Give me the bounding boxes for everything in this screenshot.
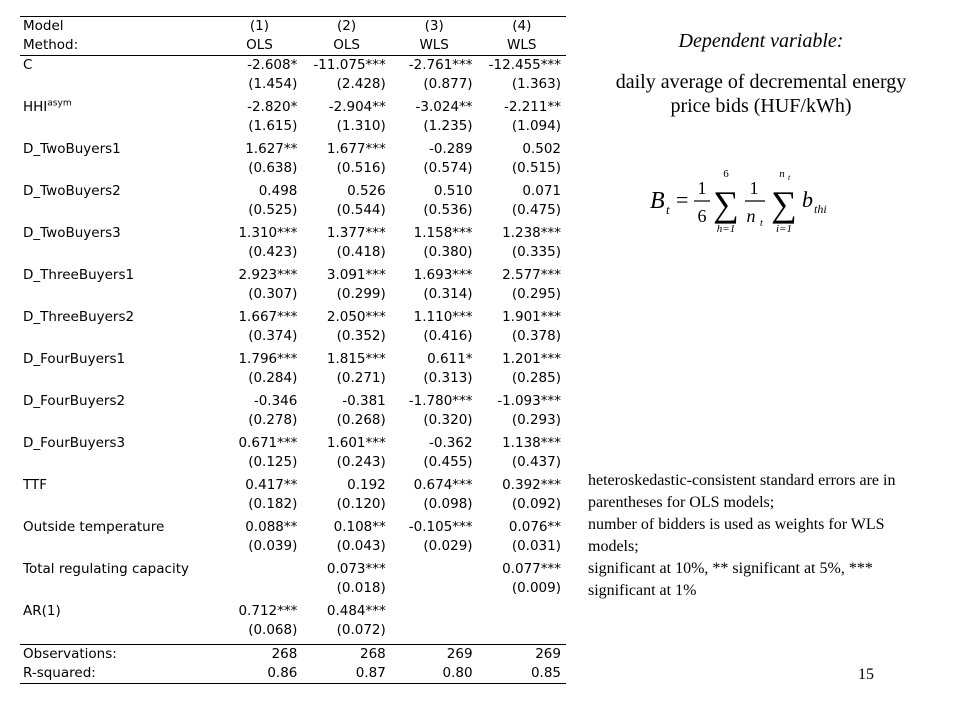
footer-value: 268 [302, 645, 390, 665]
footer-value: 0.87 [302, 664, 390, 684]
table-row-se [20, 75, 566, 94]
row-label-text: D_FourBuyers2 [23, 393, 126, 409]
se-cell [217, 579, 303, 598]
se-cell: (0.574) [423, 160, 473, 176]
formula-frac2-den-sub: t [760, 218, 763, 229]
coef-cell: -11.075*** [302, 56, 390, 76]
table-row-se [20, 285, 566, 304]
coef-cell: 0.502 [522, 141, 561, 157]
header-row-model [20, 17, 566, 37]
se-cell: (0.009) [511, 580, 561, 596]
coef-cell: 2.577*** [502, 267, 561, 283]
coef-cell: 1.238*** [502, 225, 561, 241]
se-cell: (0.278) [248, 412, 298, 428]
se-cell: (0.072) [336, 622, 386, 638]
table-row-se [20, 369, 566, 388]
row-label-text: Outside temperature [23, 519, 165, 535]
se-cell: (0.320) [423, 412, 473, 428]
row-label-text: D_TwoBuyers2 [23, 183, 121, 199]
row-label-blank [20, 579, 217, 598]
header-model-col: (4) [478, 17, 566, 37]
se-cell: (0.378) [511, 328, 561, 344]
se-cell: (0.416) [423, 328, 473, 344]
dependent-variable-description: daily average of decremental energy price bids (HUF/kWh) [615, 71, 907, 117]
formula-sum2-upper: n [779, 168, 785, 180]
table-row-se [20, 453, 566, 472]
coef-cell: -1.093*** [497, 393, 561, 409]
row-label-text: D_ThreeBuyers2 [23, 309, 135, 325]
coef-cell: -12.455*** [478, 56, 566, 76]
se-cell: (0.182) [248, 496, 298, 512]
footer-value: 269 [391, 645, 478, 665]
table-row [20, 140, 566, 159]
dependent-variable-label: Dependent variable: [678, 30, 844, 52]
se-cell: (0.525) [248, 202, 298, 218]
se-cell: (0.374) [248, 328, 298, 344]
row-label-text: AR(1) [23, 603, 61, 619]
coef-cell: 1.601*** [326, 435, 386, 451]
table-row [20, 350, 566, 369]
table-row-se [20, 201, 566, 220]
table-row-se [20, 495, 566, 514]
footer-value: 0.80 [391, 664, 478, 684]
row-label [20, 224, 217, 243]
table-row [20, 56, 566, 76]
formula-sum1-symbol: ∑ [713, 184, 739, 224]
row-label-blank [20, 495, 217, 514]
footer-row [20, 664, 566, 684]
row-label-text: Total regulating capacity [23, 561, 189, 577]
row-label-text: D_FourBuyers1 [23, 351, 126, 367]
coef-cell: 1.677*** [326, 141, 386, 157]
se-cell: (0.335) [511, 244, 561, 260]
coef-cell: 1.815*** [326, 351, 386, 367]
se-cell: (0.418) [336, 244, 386, 260]
se-cell: (0.877) [423, 76, 473, 92]
coef-cell: 1.693*** [413, 267, 473, 283]
table-row-se [20, 159, 566, 178]
header-method-col: WLS [419, 37, 449, 53]
se-cell: (0.515) [511, 160, 561, 176]
table-row-se [20, 117, 566, 136]
se-cell: (2.428) [336, 76, 386, 92]
page-number: 15 [858, 666, 874, 683]
footer-label: R-squared: [20, 664, 217, 684]
row-label [20, 560, 217, 579]
header-method-col: WLS [507, 37, 537, 53]
coef-cell: 0.417** [245, 477, 298, 493]
row-label-blank [20, 117, 217, 136]
se-cell: (0.475) [511, 202, 561, 218]
table-row [20, 602, 566, 621]
coef-cell: -1.780*** [408, 393, 473, 409]
row-label-text: TTF [23, 477, 48, 493]
row-label [20, 392, 217, 411]
se-cell: (0.039) [248, 538, 298, 554]
formula-equals: = [676, 187, 689, 212]
coef-cell: -0.105*** [408, 519, 473, 535]
table-row [20, 392, 566, 411]
coef-cell [391, 560, 478, 579]
formula-frac2-den: n [746, 206, 756, 226]
row-label-text: D_FourBuyers3 [23, 435, 126, 451]
coef-cell: 1.110*** [413, 309, 473, 325]
coef-cell: 1.901*** [502, 309, 561, 325]
se-cell: (0.544) [336, 202, 386, 218]
coef-cell: 1.667*** [238, 309, 298, 325]
se-cell: (0.098) [423, 496, 473, 512]
footer-row [20, 645, 566, 665]
note-3: significant at 10%, ** significant at 5%, *** significant at 1% [588, 560, 873, 599]
row-label-text: D_TwoBuyers3 [23, 225, 121, 241]
formula-sum1-lower: h=1 [716, 223, 736, 235]
coef-cell: 2.050*** [326, 309, 386, 325]
row-label-blank [20, 159, 217, 178]
table-row [20, 182, 566, 201]
se-cell: (0.120) [336, 496, 386, 512]
se-cell: (0.285) [511, 370, 561, 386]
row-label-blank [20, 75, 217, 94]
row-label-blank [20, 369, 217, 388]
coef-cell: 1.138*** [502, 435, 561, 451]
se-cell: (0.092) [511, 496, 561, 512]
se-cell: (1.363) [511, 76, 561, 92]
footer-value: 0.86 [217, 664, 303, 684]
se-cell: (0.423) [248, 244, 298, 260]
row-label [20, 476, 217, 495]
footer-value: 268 [217, 645, 303, 665]
se-cell: (1.615) [248, 118, 298, 134]
coef-cell: 0.510 [433, 183, 473, 199]
coef-cell: 0.392*** [502, 477, 561, 493]
row-label [20, 56, 217, 76]
se-cell: (1.310) [336, 118, 386, 134]
row-label-blank [20, 285, 217, 304]
row-label [20, 266, 217, 285]
row-label [20, 308, 217, 327]
se-cell: (0.029) [423, 538, 473, 554]
coef-cell: -3.024** [415, 99, 473, 115]
se-cell: (0.271) [336, 370, 386, 386]
notes [588, 470, 918, 602]
table-row [20, 98, 566, 117]
formula-frac1-den: 6 [697, 206, 707, 226]
table-row-se [20, 579, 566, 598]
formula-sum2-lower: i=1 [776, 223, 792, 235]
formula-lhs: B [650, 188, 665, 214]
coef-cell: -2.761*** [391, 56, 478, 76]
regression-table-body [20, 17, 566, 684]
header-model-col: (3) [391, 17, 478, 37]
se-cell: (0.068) [248, 622, 298, 638]
coef-cell: 2.923*** [238, 267, 298, 283]
coef-cell: 1.377*** [326, 225, 386, 241]
row-label [20, 140, 217, 159]
se-cell: (0.293) [511, 412, 561, 428]
formula-term: b [802, 187, 813, 212]
coef-cell: 0.498 [258, 183, 298, 199]
note-2: number of bidders is used as weights for WLS models; [588, 516, 885, 555]
se-cell: (0.380) [423, 244, 473, 260]
table-row-se [20, 327, 566, 346]
se-cell: (0.516) [336, 160, 386, 176]
se-cell: (1.454) [248, 76, 298, 92]
se-cell [391, 621, 478, 640]
table-row [20, 476, 566, 495]
se-cell: (0.299) [336, 286, 386, 302]
formula-sum2-symbol: ∑ [771, 184, 797, 224]
coef-cell [478, 602, 566, 621]
formula-frac1-num: 1 [697, 178, 707, 198]
se-cell: (0.536) [423, 202, 473, 218]
footer-label: Observations: [20, 645, 217, 665]
row-label-text: HHI [23, 99, 48, 115]
bid-average-formula [648, 160, 848, 240]
row-label [20, 182, 217, 201]
coef-cell: 1.201*** [502, 351, 561, 367]
coef-cell: 1.158*** [413, 225, 473, 241]
row-label-text: C [23, 57, 33, 73]
row-label-text: D_ThreeBuyers1 [23, 267, 135, 283]
se-cell: (1.235) [423, 118, 473, 134]
se-cell: (0.031) [511, 538, 561, 554]
se-cell: (0.352) [336, 328, 386, 344]
formula-lhs-sub: t [666, 202, 670, 217]
coef-cell: -0.362 [429, 435, 473, 451]
se-cell: (0.295) [511, 286, 561, 302]
row-label-blank [20, 621, 217, 640]
table-row [20, 560, 566, 579]
se-cell: (0.043) [336, 538, 386, 554]
coef-cell: -2.211** [503, 99, 561, 115]
table-row [20, 266, 566, 285]
row-label-blank [20, 453, 217, 472]
header-method-label: Method: [23, 37, 79, 53]
footer-value: 0.85 [478, 664, 566, 684]
header-method-col: OLS [333, 37, 360, 53]
coef-cell: -0.381 [342, 393, 386, 409]
table-row-se [20, 537, 566, 556]
se-cell: (0.314) [423, 286, 473, 302]
table-row-se [20, 243, 566, 262]
se-cell [478, 621, 566, 640]
coef-cell [217, 560, 303, 579]
header-model-col: (1) [217, 17, 303, 37]
coef-cell: -2.608* [217, 56, 303, 76]
coef-cell: 0.526 [347, 183, 386, 199]
row-label [20, 602, 217, 621]
se-cell: (0.268) [336, 412, 386, 428]
coef-cell: 0.671*** [238, 435, 298, 451]
table-row [20, 518, 566, 537]
formula-term-sub: thi [814, 202, 827, 216]
se-cell: (0.638) [248, 160, 298, 176]
table-row [20, 224, 566, 243]
coef-cell: 0.088** [245, 519, 298, 535]
se-cell: (0.243) [336, 454, 386, 470]
coef-cell: 0.073*** [326, 561, 386, 577]
header-model-label: Model [20, 17, 217, 37]
table-row-se [20, 411, 566, 430]
coef-cell: -2.820* [247, 99, 298, 115]
header-model-col: (2) [302, 17, 390, 37]
coef-cell [391, 602, 478, 621]
se-cell: (0.307) [248, 286, 298, 302]
coef-cell: 3.091*** [326, 267, 386, 283]
se-cell: (0.455) [423, 454, 473, 470]
coef-cell: 0.192 [347, 477, 386, 493]
se-cell: (0.284) [248, 370, 298, 386]
coef-cell: 1.310*** [238, 225, 298, 241]
se-cell: (1.094) [511, 118, 561, 134]
coef-cell: 0.077*** [502, 561, 561, 577]
table-row [20, 308, 566, 327]
row-label [20, 98, 217, 117]
table-row-se [20, 621, 566, 640]
formula-sum1-upper: 6 [723, 168, 729, 180]
coef-cell: 0.674*** [413, 477, 473, 493]
coef-cell: -0.346 [253, 393, 298, 409]
row-label-superscript: asym [47, 98, 72, 109]
se-cell: (0.437) [511, 454, 561, 470]
coef-cell: 0.712*** [238, 603, 298, 619]
header-row-method [20, 36, 566, 56]
coef-cell: -0.289 [429, 141, 473, 157]
se-cell: (0.125) [248, 454, 298, 470]
row-label-blank [20, 411, 217, 430]
se-cell: (0.313) [423, 370, 473, 386]
regression-table [20, 16, 566, 684]
row-label-blank [20, 243, 217, 262]
coef-cell: 0.076** [508, 519, 561, 535]
table-row [20, 434, 566, 453]
coef-cell: 0.611* [427, 351, 473, 367]
coef-cell: 0.484*** [326, 603, 386, 619]
coef-cell: 0.071 [522, 183, 561, 199]
coef-cell: 0.108** [333, 519, 386, 535]
row-label [20, 434, 217, 453]
footer-value: 269 [478, 645, 566, 665]
se-cell: (0.018) [336, 580, 386, 596]
row-label-blank [20, 537, 217, 556]
formula-sum2-upper-sub: t [788, 173, 791, 182]
row-label-blank [20, 201, 217, 220]
coef-cell: 1.627** [245, 141, 298, 157]
coef-cell: -2.904** [328, 99, 386, 115]
header-method-col: OLS [246, 37, 273, 53]
coef-cell: 1.796*** [238, 351, 298, 367]
row-label-text: D_TwoBuyers1 [23, 141, 121, 157]
formula-frac2-num: 1 [749, 178, 759, 198]
row-label [20, 350, 217, 369]
row-label [20, 518, 217, 537]
se-cell [391, 579, 478, 598]
note-1: heteroskedastic-consistent standard errors are in parentheses for OLS models; [588, 472, 896, 511]
row-label-blank [20, 327, 217, 346]
